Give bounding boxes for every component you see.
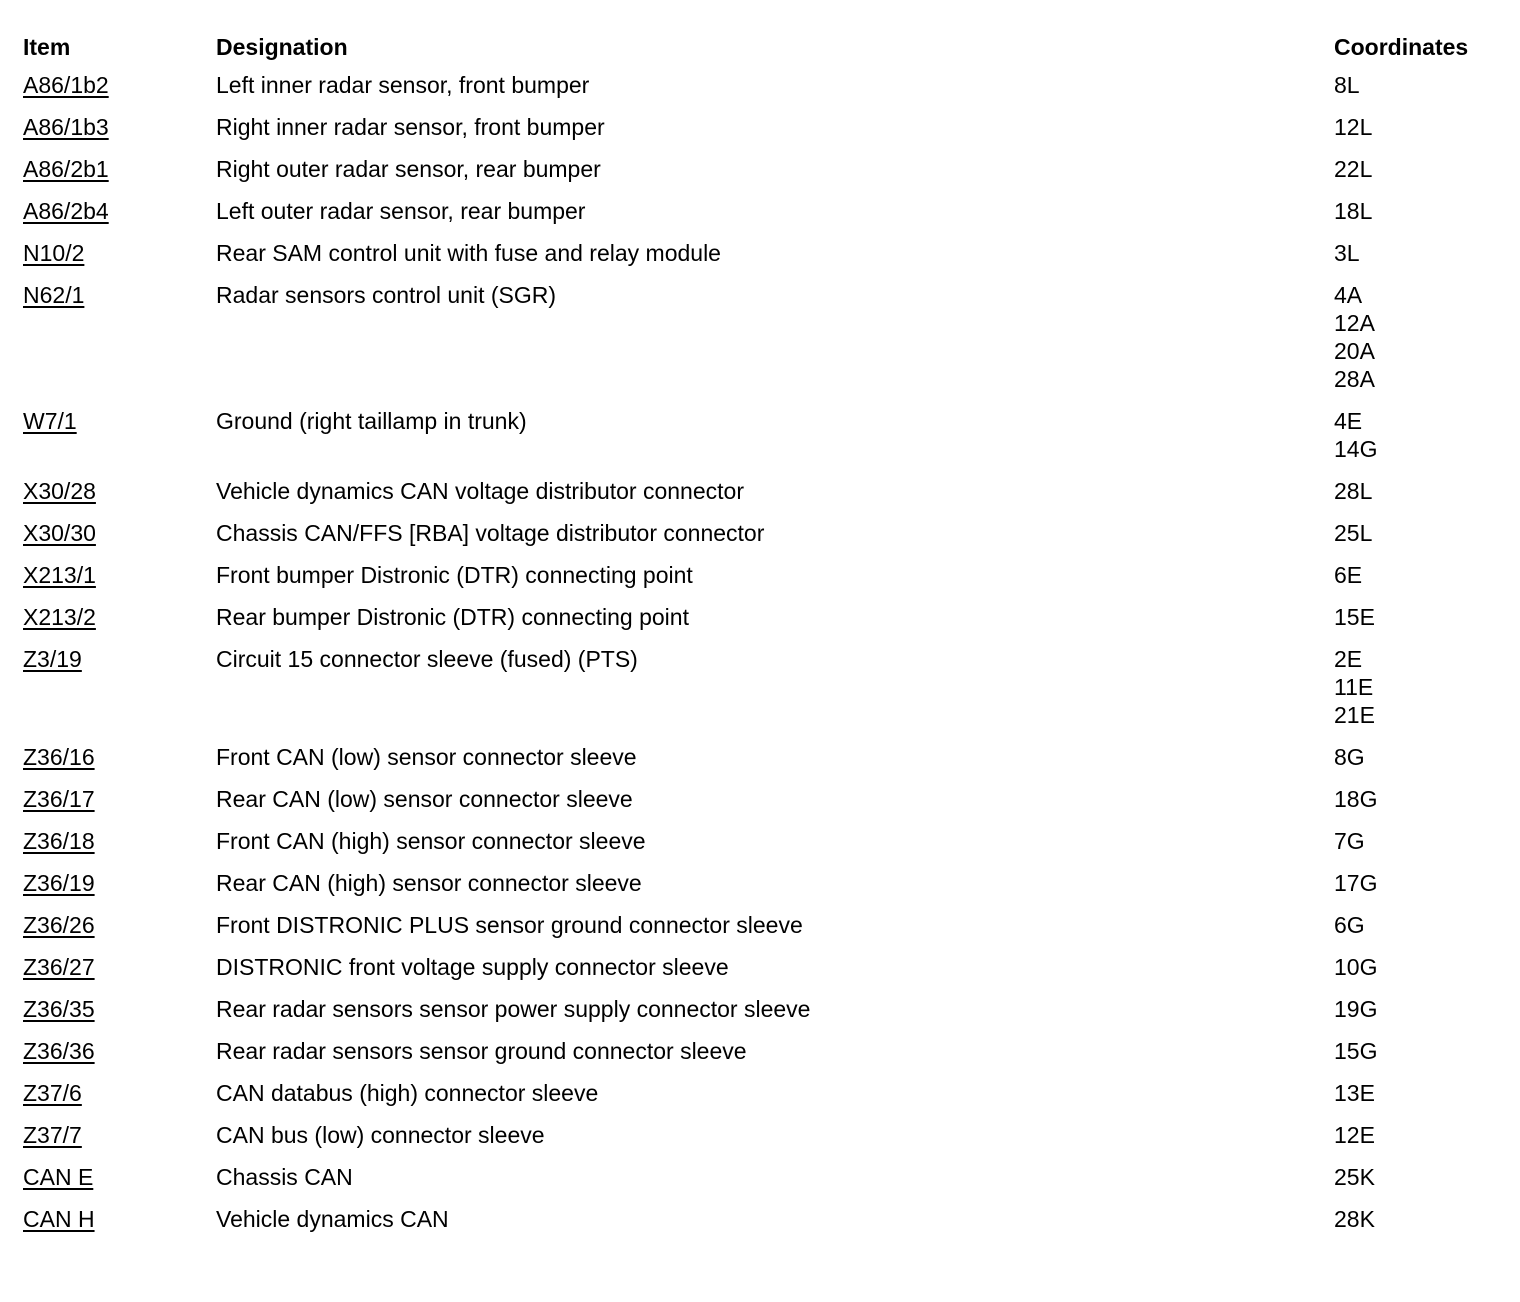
coordinate-value: 10G	[1334, 954, 1378, 980]
item-cell	[23, 645, 216, 673]
table-row	[23, 601, 1503, 643]
header-item: Item	[23, 34, 71, 60]
coordinate-value: 19G	[1334, 996, 1378, 1022]
item-link[interactable]: N62/1	[23, 282, 85, 308]
item-link[interactable]: Z36/27	[23, 954, 95, 980]
coordinates-cell	[1334, 1163, 1503, 1191]
table-row	[23, 517, 1503, 559]
item-cell	[23, 785, 216, 813]
coordinate-value: 21E	[1334, 702, 1375, 728]
table-row	[23, 405, 1503, 475]
designation-cell: Rear CAN (high) sensor connector sleeve	[216, 870, 642, 896]
coordinate-value: 20A	[1334, 338, 1375, 364]
coordinate-value: 25K	[1334, 1164, 1375, 1190]
item-cell	[23, 561, 216, 589]
item-link[interactable]: Z36/19	[23, 870, 95, 896]
table-row	[23, 1161, 1503, 1203]
item-link[interactable]: Z37/7	[23, 1122, 82, 1148]
designation-cell: Vehicle dynamics CAN voltage distributor connector	[216, 478, 744, 504]
designation-cell: Front CAN (high) sensor connector sleeve	[216, 828, 646, 854]
coordinates-cell	[1334, 197, 1503, 225]
coordinate-value: 15E	[1334, 604, 1375, 630]
coordinate-value: 14G	[1334, 436, 1378, 462]
table-row	[23, 1035, 1503, 1077]
designation-cell: Right inner radar sensor, front bumper	[216, 114, 605, 140]
item-cell	[23, 155, 216, 183]
coordinates-cell	[1334, 71, 1503, 99]
table-body	[23, 69, 1503, 1245]
coordinates-cell	[1334, 1079, 1503, 1107]
designation-cell: Rear CAN (low) sensor connector sleeve	[216, 786, 633, 812]
coordinate-value: 13E	[1334, 1080, 1375, 1106]
item-link[interactable]: X213/2	[23, 604, 96, 630]
component-legend-table	[23, 28, 1503, 1245]
item-link[interactable]: X30/30	[23, 520, 96, 546]
table-row	[23, 1077, 1503, 1119]
table-row	[23, 475, 1503, 517]
coordinate-value: 6E	[1334, 562, 1363, 588]
item-link[interactable]: Z37/6	[23, 1080, 82, 1106]
coordinates-cell	[1334, 407, 1503, 463]
coordinate-value: 2E	[1334, 646, 1363, 672]
item-cell	[23, 953, 216, 981]
item-link[interactable]: CAN E	[23, 1164, 94, 1190]
header-designation: Designation	[216, 34, 348, 60]
coordinates-cell	[1334, 155, 1503, 183]
item-cell	[23, 827, 216, 855]
table-row	[23, 111, 1503, 153]
coordinates-cell	[1334, 827, 1503, 855]
coordinate-value: 11E	[1334, 674, 1374, 700]
coordinate-value: 22L	[1334, 156, 1373, 182]
designation-cell: Vehicle dynamics CAN	[216, 1206, 449, 1232]
coordinate-value: 3L	[1334, 240, 1360, 266]
item-cell	[23, 1079, 216, 1107]
coordinates-cell	[1334, 1037, 1503, 1065]
item-link[interactable]: X30/28	[23, 478, 96, 504]
item-cell	[23, 519, 216, 547]
coordinates-cell	[1334, 785, 1503, 813]
table-row	[23, 867, 1503, 909]
item-cell	[23, 477, 216, 505]
coordinate-value: 28K	[1334, 1206, 1375, 1232]
designation-cell: Right outer radar sensor, rear bumper	[216, 156, 601, 182]
designation-cell: Rear SAM control unit with fuse and relay module	[216, 240, 721, 266]
coordinate-value: 12E	[1334, 1122, 1375, 1148]
item-cell	[23, 869, 216, 897]
table-row	[23, 237, 1503, 279]
item-link[interactable]: Z36/17	[23, 786, 95, 812]
coordinate-value: 4E	[1334, 408, 1363, 434]
coordinate-value: 7G	[1334, 828, 1365, 854]
coordinates-cell	[1334, 645, 1503, 729]
designation-cell: DISTRONIC front voltage supply connector sleeve	[216, 954, 729, 980]
item-cell	[23, 743, 216, 771]
coordinate-value: 12A	[1334, 310, 1375, 336]
item-cell	[23, 113, 216, 141]
coordinates-cell	[1334, 239, 1503, 267]
item-link[interactable]: A86/2b4	[23, 198, 109, 224]
item-cell	[23, 1121, 216, 1149]
table-row	[23, 279, 1503, 405]
item-cell	[23, 1163, 216, 1191]
item-link[interactable]: A86/2b1	[23, 156, 109, 182]
designation-cell: Front CAN (low) sensor connector sleeve	[216, 744, 637, 770]
designation-cell: Front bumper Distronic (DTR) connecting point	[216, 562, 693, 588]
item-cell	[23, 1205, 216, 1233]
coordinate-value: 12L	[1334, 114, 1373, 140]
table-row	[23, 951, 1503, 993]
table-row	[23, 643, 1503, 741]
item-cell	[23, 239, 216, 267]
item-link[interactable]: N10/2	[23, 240, 85, 266]
coordinate-value: 28L	[1334, 478, 1373, 504]
item-cell	[23, 281, 216, 309]
item-cell	[23, 71, 216, 99]
item-link[interactable]: Z36/26	[23, 912, 95, 938]
designation-cell: Left outer radar sensor, rear bumper	[216, 198, 586, 224]
coordinates-cell	[1334, 603, 1503, 631]
designation-cell: Chassis CAN	[216, 1164, 353, 1190]
table-row	[23, 909, 1503, 951]
item-link[interactable]: W7/1	[23, 408, 77, 434]
item-cell	[23, 197, 216, 225]
table-header-row	[23, 28, 1503, 69]
designation-cell: CAN bus (low) connector sleeve	[216, 1122, 545, 1148]
item-link[interactable]: Z3/19	[23, 646, 82, 672]
coordinate-value: 25L	[1334, 520, 1373, 546]
designation-cell: Ground (right taillamp in trunk)	[216, 408, 527, 434]
coordinates-cell	[1334, 911, 1503, 939]
item-cell	[23, 1037, 216, 1065]
table-row	[23, 69, 1503, 111]
coordinate-value: 6G	[1334, 912, 1365, 938]
table-row	[23, 993, 1503, 1035]
table-row	[23, 741, 1503, 783]
designation-cell: Front DISTRONIC PLUS sensor ground connector sleeve	[216, 912, 803, 938]
coordinate-value: 17G	[1334, 870, 1378, 896]
item-cell	[23, 603, 216, 631]
designation-cell: Chassis CAN/FFS [RBA] voltage distributor connector	[216, 520, 765, 546]
table-row	[23, 1119, 1503, 1161]
designation-cell: CAN databus (high) connector sleeve	[216, 1080, 599, 1106]
coordinates-cell	[1334, 1121, 1503, 1149]
coordinates-cell	[1334, 561, 1503, 589]
coordinate-value: 28A	[1334, 366, 1375, 392]
table-row	[23, 783, 1503, 825]
item-link[interactable]: A86/1b2	[23, 72, 109, 98]
coordinate-value: 8L	[1334, 72, 1360, 98]
designation-cell: Rear radar sensors sensor power supply connector sleeve	[216, 996, 811, 1022]
coordinates-cell	[1334, 1205, 1503, 1233]
coordinates-cell	[1334, 281, 1503, 393]
designation-cell: Rear radar sensors sensor ground connector sleeve	[216, 1038, 747, 1064]
table-row	[23, 825, 1503, 867]
table-row	[23, 195, 1503, 237]
item-cell	[23, 911, 216, 939]
coordinate-value: 8G	[1334, 744, 1365, 770]
item-cell	[23, 407, 216, 435]
item-cell	[23, 995, 216, 1023]
item-link[interactable]: CAN H	[23, 1206, 95, 1232]
coordinate-value: 18L	[1334, 198, 1373, 224]
coordinate-value: 15G	[1334, 1038, 1378, 1064]
table-row	[23, 559, 1503, 601]
item-link[interactable]: Z36/35	[23, 996, 95, 1022]
header-coordinates: Coordinates	[1334, 34, 1469, 60]
item-link[interactable]: Z36/36	[23, 1038, 95, 1064]
item-link[interactable]: Z36/16	[23, 744, 95, 770]
coordinates-cell	[1334, 869, 1503, 897]
designation-cell: Rear bumper Distronic (DTR) connecting point	[216, 604, 689, 630]
designation-cell: Circuit 15 connector sleeve (fused) (PTS)	[216, 646, 638, 672]
item-link[interactable]: Z36/18	[23, 828, 95, 854]
coordinates-cell	[1334, 953, 1503, 981]
table-row	[23, 153, 1503, 195]
designation-cell: Radar sensors control unit (SGR)	[216, 282, 557, 308]
coordinates-cell	[1334, 113, 1503, 141]
coordinate-value: 18G	[1334, 786, 1378, 812]
item-link[interactable]: A86/1b3	[23, 114, 109, 140]
coordinate-value: 4A	[1334, 282, 1363, 308]
coordinates-cell	[1334, 477, 1503, 505]
coordinates-cell	[1334, 743, 1503, 771]
coordinates-cell	[1334, 519, 1503, 547]
designation-cell: Left inner radar sensor, front bumper	[216, 72, 590, 98]
item-link[interactable]: X213/1	[23, 562, 96, 588]
table-row	[23, 1203, 1503, 1245]
coordinates-cell	[1334, 995, 1503, 1023]
